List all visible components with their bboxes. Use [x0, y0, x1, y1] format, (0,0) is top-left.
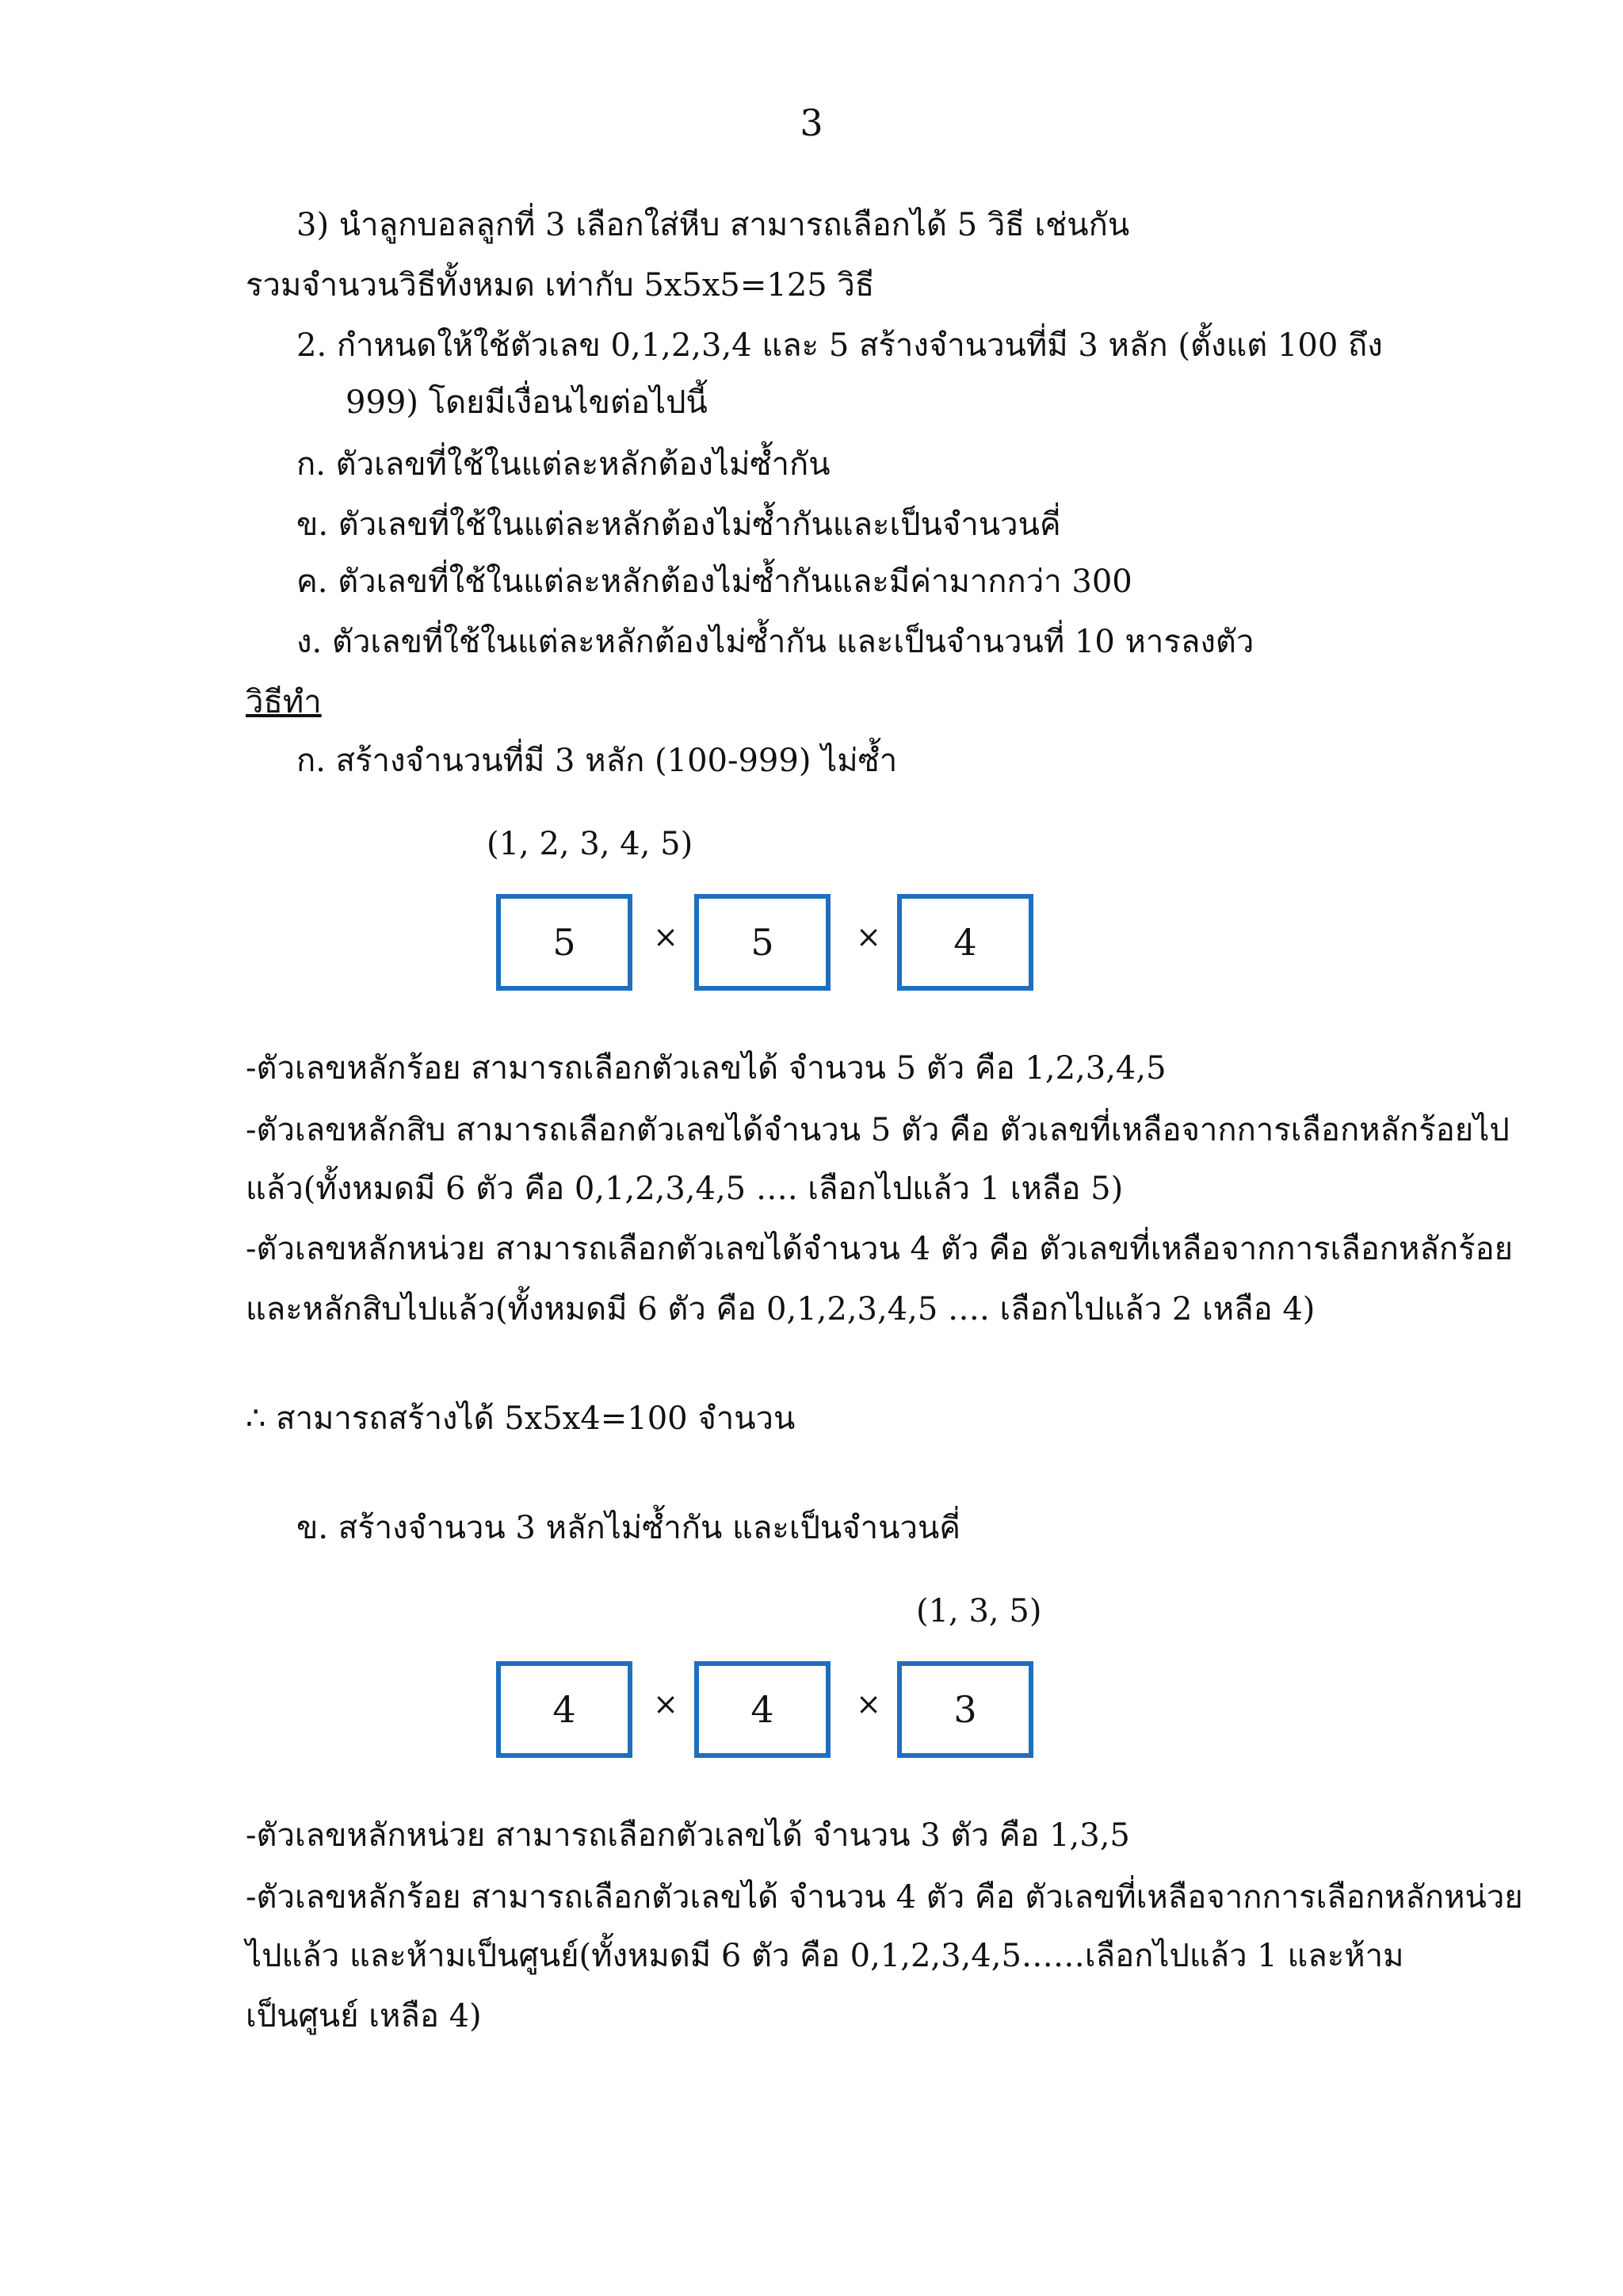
- part-a-explain-line: -ตัวเลขหลักร้อย สามารถเลือกตัวเลขได้ จำนวน 5 ตัว คือ 1,2,3,4,5: [246, 1050, 1167, 1087]
- part-a-explain-line: -ตัวเลขหลักสิบ สามารถเลือกตัวเลขได้จำนวน 5 ตัว คือ ตัวเลขที่เหลือจากการเลือกหลักร้อยไป: [246, 1112, 1510, 1148]
- part-b-explain-line: เป็นศูนย์ เหลือ 4): [246, 1998, 482, 2034]
- part-b-explain-line: -ตัวเลขหลักร้อย สามารถเลือกตัวเลขได้ จำนวน 4 ตัว คือ ตัวเลขที่เหลือจากการเลือกหลักหน่วย: [246, 1879, 1523, 1916]
- method-heading: วิธีทำ: [246, 684, 322, 720]
- part-a-heading: ก. สร้างจำนวนที่มี 3 หลัก (100-999) ไม่ซ้ำ: [296, 743, 898, 779]
- part-a-times-sign: ×: [856, 919, 881, 954]
- part-b-heading: ข. สร้างจำนวน 3 หลักไม่ซ้ำกัน และเป็นจำนวนคี่: [296, 1510, 961, 1546]
- intro-line-1: 3) นำลูกบอลลูกที่ 3 เลือกใส่หีบ สามารถเลือกได้ 5 วิธี เช่นกัน: [296, 207, 1130, 243]
- part-b-times-sign: ×: [653, 1687, 678, 1721]
- problem-line-1: 2. กำหนดให้ใช้ตัวเลข 0,1,2,3,4 และ 5 สร้างจำนวนที่มี 3 หลัก (ตั้งแต่ 100 ถึง: [296, 327, 1383, 364]
- part-b-explain-line: ไปแล้ว และห้ามเป็นศูนย์(ทั้งหมดมี 6 ตัว คือ 0,1,2,3,4,5……เลือกไปแล้ว 1 และห้าม: [246, 1938, 1404, 1974]
- part-a-box-tens: 5: [694, 894, 831, 991]
- part-a-conclusion: ∴ สามารถสร้างได้ 5x5x4=100 จำนวน: [246, 1400, 796, 1437]
- condition-kho: ข. ตัวเลขที่ใช้ในแต่ละหลักต้องไม่ซ้ำกันและเป็นจำนวนคี่: [296, 506, 1061, 543]
- part-b-box-units: 3: [897, 1661, 1033, 1758]
- part-b-times-sign: ×: [856, 1687, 881, 1721]
- part-a-explain-line: แล้ว(ทั้งหมดมี 6 ตัว คือ 0,1,2,3,4,5 …. เลือกไปแล้ว 1 เหลือ 5): [246, 1171, 1124, 1207]
- part-b-set-label: (1, 3, 5): [916, 1593, 1042, 1629]
- part-b-explain-line: -ตัวเลขหลักหน่วย สามารถเลือกตัวเลขได้ จำนวน 3 ตัว คือ 1,3,5: [246, 1817, 1130, 1854]
- part-a-box-hundreds: 5: [496, 894, 632, 991]
- part-a-times-sign: ×: [653, 919, 678, 954]
- condition-ko: ก. ตัวเลขที่ใช้ในแต่ละหลักต้องไม่ซ้ำกัน: [296, 446, 831, 483]
- page-number: 3: [800, 101, 823, 144]
- intro-line-2: รวมจำนวนวิธีทั้งหมด เท่ากับ 5x5x5=125 วิธี: [246, 267, 875, 304]
- part-a-explain-line: -ตัวเลขหลักหน่วย สามารถเลือกตัวเลขได้จำนวน 4 ตัว คือ ตัวเลขที่เหลือจากการเลือกหลักร้อย: [246, 1231, 1514, 1267]
- condition-ngo: ง. ตัวเลขที่ใช้ในแต่ละหลักต้องไม่ซ้ำกัน และเป็นจำนวนที่ 10 หารลงตัว: [296, 624, 1254, 660]
- part-a-explain-line: และหลักสิบไปแล้ว(ทั้งหมดมี 6 ตัว คือ 0,1,2,3,4,5 …. เลือกไปแล้ว 2 เหลือ 4): [246, 1291, 1316, 1328]
- part-a-set-label: (1, 2, 3, 4, 5): [487, 826, 693, 862]
- part-b-box-hundreds: 4: [496, 1661, 632, 1758]
- condition-kho-khwai: ค. ตัวเลขที่ใช้ในแต่ละหลักต้องไม่ซ้ำกันและมีค่ามากกว่า 300: [296, 563, 1132, 600]
- problem-line-2: 999) โดยมีเงื่อนไขต่อไปนี้: [346, 384, 708, 421]
- part-a-box-units: 4: [897, 894, 1033, 991]
- part-b-box-tens: 4: [694, 1661, 831, 1758]
